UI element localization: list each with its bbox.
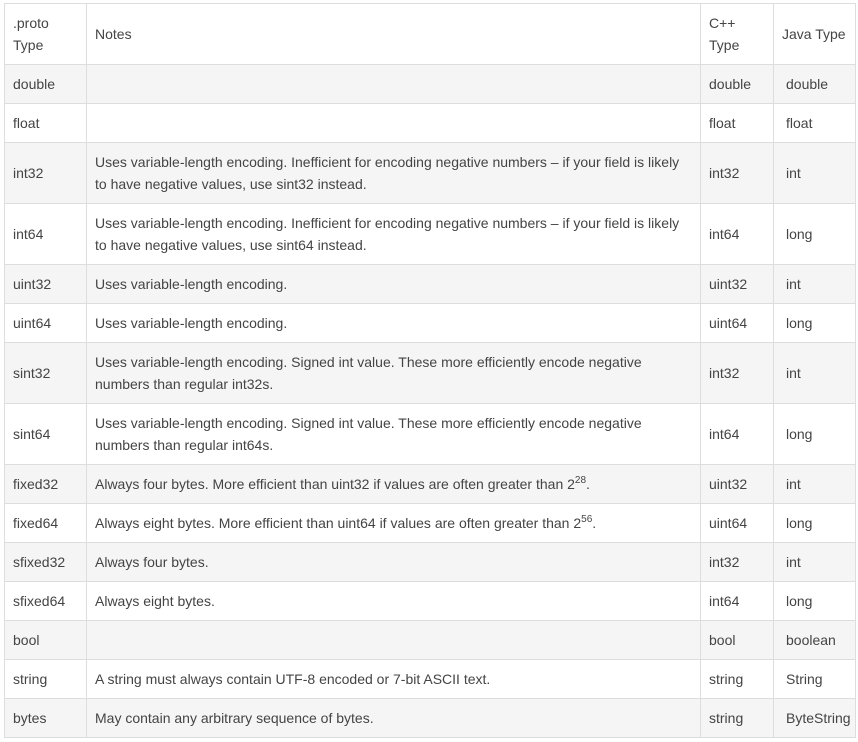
cpp-type-cell: uint32 [701, 465, 774, 504]
cpp-type-cell: float [701, 104, 774, 143]
java-type-cell: float [774, 104, 856, 143]
java-type-cell: long [774, 504, 856, 543]
table-row [5, 204, 856, 265]
proto-type-cell: bool [5, 621, 87, 660]
java-type-cell: String [774, 660, 856, 699]
proto-type-cell: string [5, 660, 87, 699]
cpp-type-cell: int64 [701, 204, 774, 265]
proto-type-cell: sint64 [5, 404, 87, 465]
notes-text: Always eight bytes. More efficient than uint64 if values are often greater than 2 [95, 515, 582, 531]
proto-type-cell: fixed32 [5, 465, 87, 504]
cpp-type-cell: int32 [701, 543, 774, 582]
notes-cell [87, 104, 701, 143]
table-row [5, 304, 856, 343]
proto-type-cell: float [5, 104, 87, 143]
notes-cell [87, 465, 701, 504]
notes-text: Always four bytes. More efficient than uint32 if values are often greater than 2 [95, 476, 575, 492]
notes-period: . [586, 476, 590, 492]
table-row [5, 104, 856, 143]
java-type-cell: boolean [774, 621, 856, 660]
header-java-type: Java Type [774, 4, 856, 65]
table-row [5, 699, 856, 738]
notes-cell [87, 65, 701, 104]
scalar-types-table [4, 3, 856, 738]
notes-cell: Uses variable-length encoding. Inefficient for encoding negative numbers – if your field is likely to have negative values, use sint32 instead. [87, 143, 701, 204]
table-row [5, 465, 856, 504]
notes-cell: May contain any arbitrary sequence of bytes. [87, 699, 701, 738]
notes-cell: A string must always contain UTF-8 encoded or 7-bit ASCII text. [87, 660, 701, 699]
proto-type-cell: sfixed64 [5, 582, 87, 621]
cpp-type-cell: string [701, 699, 774, 738]
header-notes: Notes [87, 4, 701, 65]
notes-cell: Always four bytes. [87, 543, 701, 582]
header-cpp-type: C++ Type [701, 4, 774, 65]
cpp-type-cell: double [701, 65, 774, 104]
cpp-type-cell: int32 [701, 143, 774, 204]
table-row [5, 265, 856, 304]
proto-type-cell: sint32 [5, 343, 87, 404]
table-row [5, 143, 856, 204]
java-type-cell: int [774, 543, 856, 582]
proto-type-cell: uint32 [5, 265, 87, 304]
table-header-row [5, 4, 856, 65]
notes-cell: Uses variable-length encoding. Inefficient for encoding negative numbers – if your field is likely to have negative values, use sint64 instead. [87, 204, 701, 265]
proto-type-cell: sfixed32 [5, 543, 87, 582]
java-type-cell: long [774, 404, 856, 465]
cpp-type-cell: string [701, 660, 774, 699]
proto-type-cell: double [5, 65, 87, 104]
table-row [5, 621, 856, 660]
cpp-type-cell: bool [701, 621, 774, 660]
cpp-type-cell: int64 [701, 404, 774, 465]
notes-cell: Uses variable-length encoding. [87, 304, 701, 343]
java-type-cell: long [774, 582, 856, 621]
cpp-type-cell: uint64 [701, 504, 774, 543]
exponent: 56 [581, 514, 593, 525]
proto-type-cell: fixed64 [5, 504, 87, 543]
table-row [5, 582, 856, 621]
table-row [5, 660, 856, 699]
notes-cell: Uses variable-length encoding. [87, 265, 701, 304]
proto-type-cell: uint64 [5, 304, 87, 343]
exponent: 28 [574, 475, 587, 486]
cpp-type-cell: int64 [701, 582, 774, 621]
cpp-type-cell: uint32 [701, 265, 774, 304]
notes-cell: Uses variable-length encoding. Signed int value. These more efficiently encode negative numbers than regular int64s. [87, 404, 701, 465]
proto-type-cell: int32 [5, 143, 87, 204]
table-row [5, 404, 856, 465]
notes-cell [87, 504, 701, 543]
table-row [5, 504, 856, 543]
java-type-cell: int [774, 143, 856, 204]
notes-cell: Always eight bytes. [87, 582, 701, 621]
proto-type-cell: int64 [5, 204, 87, 265]
notes-cell [87, 621, 701, 660]
notes-cell: Uses variable-length encoding. Signed int value. These more efficiently encode negative numbers than regular int32s. [87, 343, 701, 404]
table-row [5, 343, 856, 404]
table-row [5, 65, 856, 104]
java-type-cell: int [774, 465, 856, 504]
table-row [5, 543, 856, 582]
java-type-cell: long [774, 304, 856, 343]
notes-period: . [592, 515, 597, 531]
proto-type-cell: bytes [5, 699, 87, 738]
java-type-cell: int [774, 265, 856, 304]
java-type-cell: ByteString [774, 699, 856, 738]
header-proto-type: .proto Type [5, 4, 87, 65]
java-type-cell: int [774, 343, 856, 404]
java-type-cell: long [774, 204, 856, 265]
cpp-type-cell: int32 [701, 343, 774, 404]
java-type-cell: double [774, 65, 856, 104]
cpp-type-cell: uint64 [701, 304, 774, 343]
